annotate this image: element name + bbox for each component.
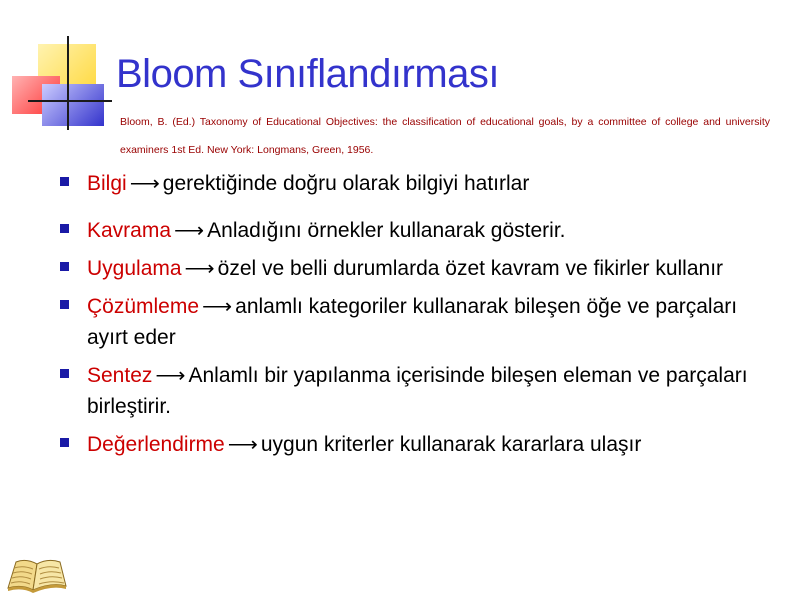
bullet-list	[60, 168, 770, 467]
right-arrow-icon: ⟶	[227, 433, 258, 456]
bullet-text: uygun kriterler kullanarak kararlara ulaşır	[260, 433, 642, 456]
bullet-marker-icon	[60, 300, 69, 309]
right-arrow-icon: ⟶	[184, 257, 215, 280]
bullet-text: Anladığını örnekler kullanarak gösterir.	[207, 219, 566, 242]
vertical-line	[67, 36, 69, 130]
right-arrow-icon: ⟶	[129, 172, 160, 195]
bullet-term: Sentez	[87, 364, 153, 387]
bullet-term: Çözümleme	[87, 295, 200, 318]
right-arrow-icon: ⟶	[202, 295, 233, 318]
bullet-marker-icon	[60, 262, 69, 271]
bullet-text: anlamlı kategoriler kullanarak bileşen öğe ve parçaları ayırt eder	[87, 295, 738, 349]
horizontal-line	[28, 100, 112, 102]
bullet-text: gerektiğinde doğru olarak bilgiyi hatırlar	[162, 172, 530, 195]
bullet-item	[60, 429, 770, 460]
bullet-item	[60, 253, 770, 284]
bullet-term: Bilgi	[87, 172, 127, 195]
open-book-icon	[6, 548, 68, 594]
bullet-term: Değerlendirme	[87, 433, 225, 456]
blue-square	[42, 84, 104, 126]
bullet-marker-icon	[60, 224, 69, 233]
right-arrow-icon: ⟶	[155, 364, 186, 387]
bullet-item	[60, 360, 770, 422]
bullet-item	[60, 215, 770, 246]
slide-title: Bloom Sınıflandırması	[116, 52, 499, 96]
color-squares-icon	[0, 0, 130, 140]
right-arrow-icon: ⟶	[174, 219, 205, 242]
bullet-item	[60, 168, 770, 199]
bullet-text: özel ve belli durumlarda özet kavram ve fikirler kullanır	[217, 257, 724, 280]
bullet-item	[60, 291, 770, 353]
bullet-text: Anlamlı bir yapılanma içerisinde bileşen eleman ve parçaları birleştirir.	[87, 364, 748, 418]
bullet-term: Uygulama	[87, 257, 182, 280]
bullet-marker-icon	[60, 177, 69, 186]
bullet-term: Kavrama	[87, 219, 172, 242]
bullet-marker-icon	[60, 438, 69, 447]
bullet-marker-icon	[60, 369, 69, 378]
citation-text: Bloom, B. (Ed.) Taxonomy of Educational Objectives: the classification of educational goals, by a committee of college and university examiners 1st Ed. New York: Longmans, Green, 1956.	[120, 116, 770, 156]
